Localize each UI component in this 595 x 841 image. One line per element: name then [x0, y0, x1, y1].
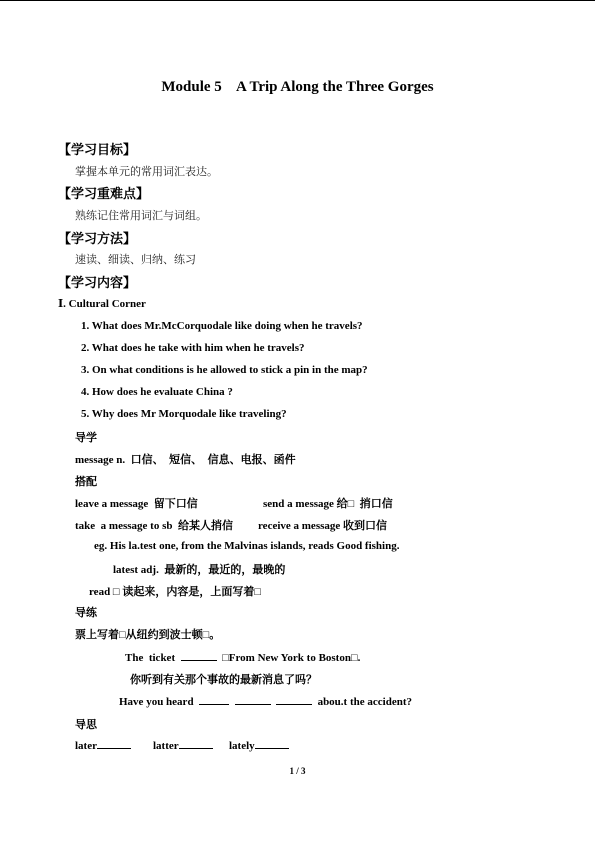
collocation-label: 搭配 [75, 476, 97, 488]
latest-definition: latest adj. 最新的，最近的，最晚的 [113, 564, 286, 576]
keypoints-text: 熟练记住常用词汇与词组。 [75, 210, 207, 222]
practice-sentence-2-start: Have you heard [119, 696, 194, 708]
page-number: 1 / 3 [289, 766, 306, 776]
practice-sentence-2-end: abou.t the accident? [317, 696, 412, 708]
top-border-line [0, 0, 595, 1]
question-item: 3. On what conditions is he allowed to stick a pin in the map? [81, 364, 368, 376]
part1-heading: Ⅰ. Cultural Corner [58, 298, 146, 310]
question-item: 5. Why does Mr Morquodale like traveling? [81, 408, 287, 420]
example-sentence: eg. His la.test one, from the Malvinas islands, reads Good fishing. [94, 540, 400, 552]
collocation-take: take a message to sb 给某人捎信 [75, 520, 233, 532]
word-later [75, 738, 131, 752]
word-latter-text: latter [153, 740, 179, 752]
guide-label: 导学 [75, 432, 97, 444]
practice-sentence-1-end: □From New York to Boston□. [222, 652, 361, 664]
message-definition: message n. 口信、 短信、 信息、电报、函件 [75, 454, 296, 466]
answer-blank[interactable] [199, 694, 229, 705]
word-latter [153, 738, 213, 752]
answer-blank[interactable] [179, 738, 213, 749]
practice-label: 导练 [75, 607, 97, 619]
think-label: 导思 [75, 719, 97, 731]
question-item: 1. What does Mr.McCorquodale like doing when he travels? [81, 320, 363, 332]
practice-sentence-2 [119, 694, 412, 708]
practice-sentence-1-start: The ticket [125, 652, 176, 664]
word-lately-text: lately [229, 740, 255, 752]
collocation-receive: receive a message 收到口信 [258, 520, 388, 532]
word-later-text: later [75, 740, 97, 752]
keypoints-heading: 【学习重难点】 [58, 187, 150, 202]
page-title: Module 5 A Trip Along the Three Gorges [161, 79, 434, 95]
content-heading: 【学习内容】 [58, 276, 137, 291]
practice-chinese-1: 票上写着□从纽约到波士顿□。 [75, 629, 221, 641]
question-item: 4. How does he evaluate China ? [81, 386, 233, 398]
collocation-leave: leave a message 留下口信 [75, 498, 198, 510]
answer-blank[interactable] [255, 738, 289, 749]
answer-blank[interactable] [276, 694, 312, 705]
practice-chinese-2: 你听到有关那个事故的最新消息了吗？ [130, 674, 317, 686]
methods-heading: 【学习方法】 [58, 232, 137, 247]
read-definition: read □ 读起来，内容是，上面写着□ [89, 586, 261, 598]
answer-blank[interactable] [181, 650, 217, 661]
objectives-text: 掌握本单元的常用词汇表达。 [75, 166, 218, 178]
methods-text: 速读、细读、归纳、练习 [75, 254, 196, 266]
objectives-heading: 【学习目标】 [58, 143, 137, 158]
question-item: 2. What does he take with him when he travels? [81, 342, 305, 354]
collocation-send: send a message 给□ 捎口信 [263, 498, 393, 510]
answer-blank[interactable] [97, 738, 131, 749]
practice-sentence-1 [125, 650, 360, 664]
answer-blank[interactable] [235, 694, 271, 705]
word-lately [229, 738, 289, 752]
